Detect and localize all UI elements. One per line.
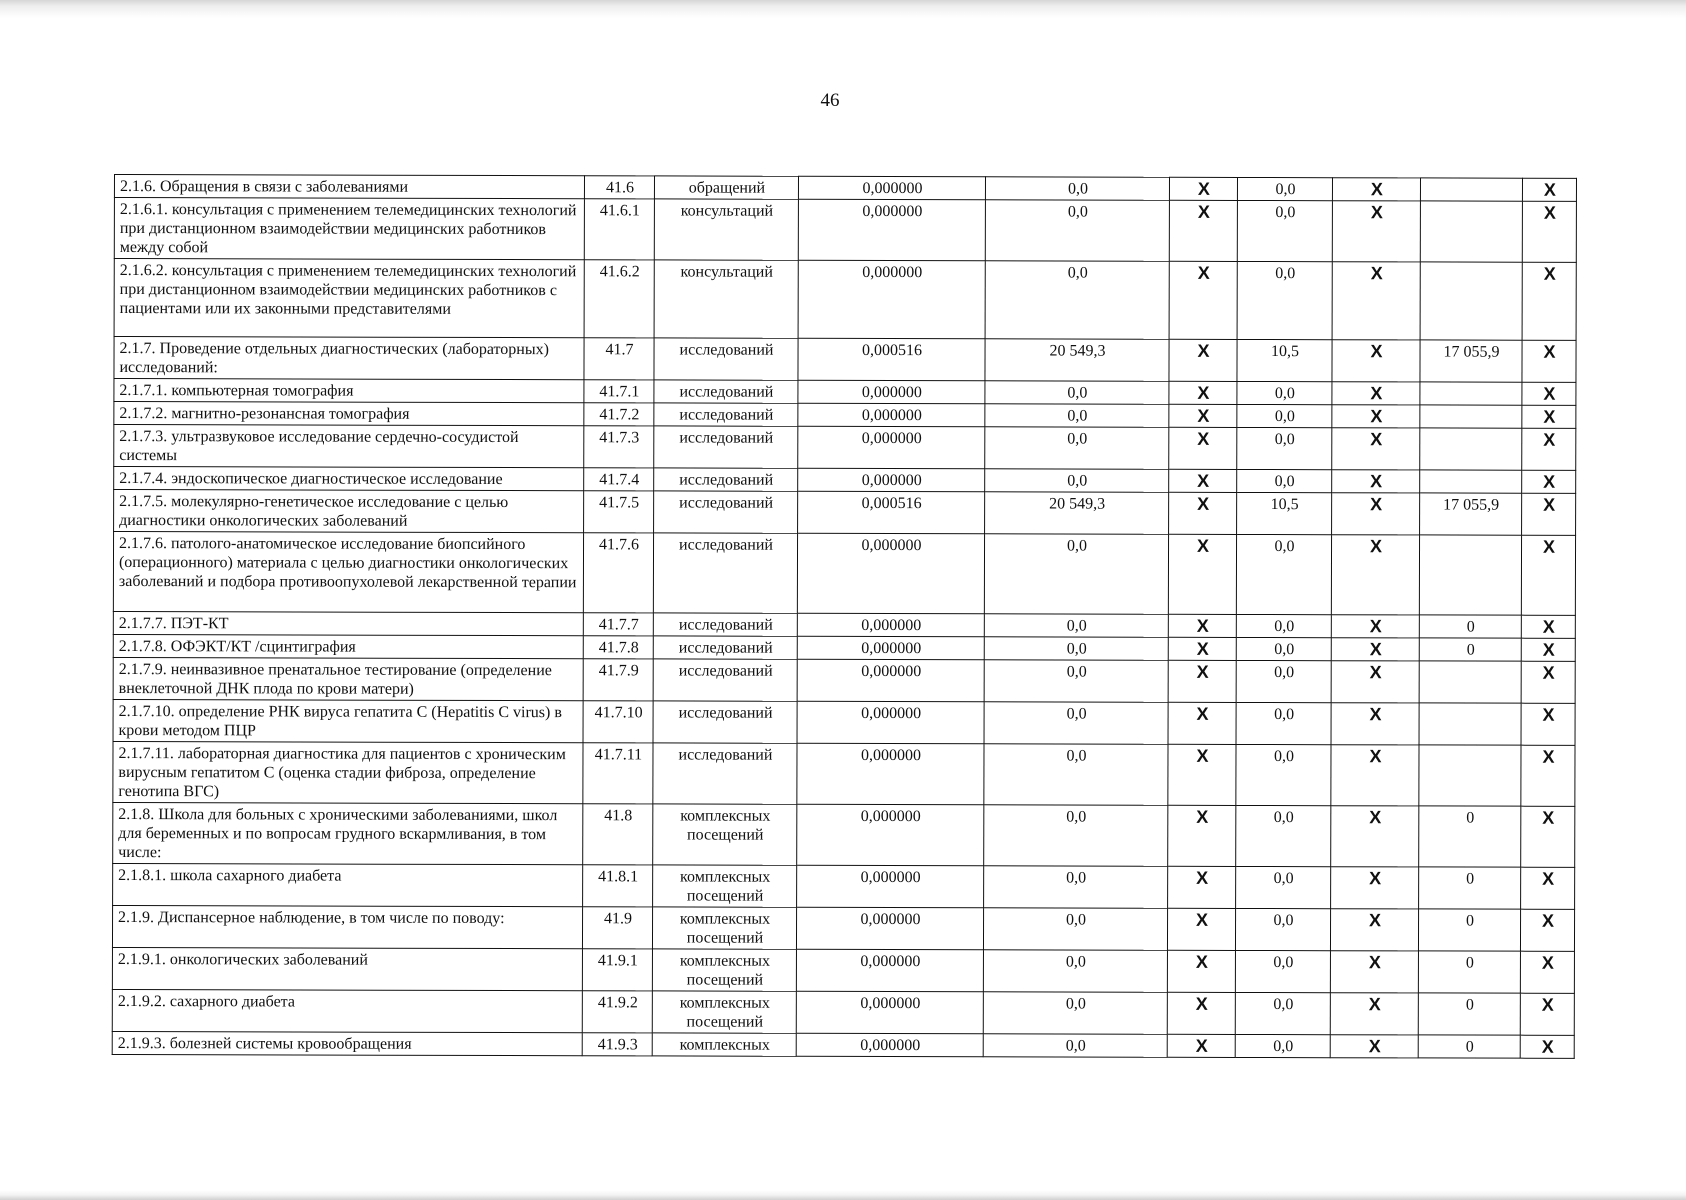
cell-x: X <box>1332 405 1420 428</box>
cell-unit: исследований <box>654 491 798 533</box>
table-row <box>114 259 1576 341</box>
cell-name: 2.1.7.10. определение РНК вируса гепатита С (Hepatitis C virus) в крови методом ПЦР <box>113 699 583 742</box>
cell-x: X <box>1522 428 1576 470</box>
cell-norm: 0,000000 <box>797 804 984 865</box>
cell-x: X <box>1522 382 1576 405</box>
cell-x: X <box>1330 909 1418 951</box>
cell-unit: исследований <box>653 701 797 743</box>
cell-x: X <box>1168 660 1236 702</box>
cell-cost: 0,0 <box>985 200 1169 261</box>
cell-per-capita: 0,0 <box>1235 908 1330 950</box>
cell-code: 41.7.1 <box>584 380 654 403</box>
cell-cost: 20 549,3 <box>985 492 1169 534</box>
cell-amount <box>1420 382 1522 405</box>
cell-per-capita: 10,5 <box>1237 492 1332 534</box>
cell-x: X <box>1520 993 1574 1035</box>
cell-name: 2.1.7.1. компьютерная томография <box>114 379 584 403</box>
cell-cost: 0,0 <box>983 1034 1167 1057</box>
cell-norm: 0,000000 <box>798 468 985 491</box>
cell-amount: 17 055,9 <box>1420 493 1522 535</box>
table-row <box>112 947 1574 993</box>
cell-norm: 0,000516 <box>798 491 985 533</box>
cell-amount <box>1419 661 1521 703</box>
cell-name: 2.1.6.2. консультация с применением телемедицинских технологий при дистанционном взаимодействии медицинских работников с пациентами или их законными представителями <box>114 259 584 338</box>
cell-per-capita: 0,0 <box>1237 381 1332 404</box>
cell-code: 41.7.8 <box>583 636 653 659</box>
cell-x: X <box>1331 703 1419 745</box>
cell-x: X <box>1332 428 1420 470</box>
cell-x: X <box>1331 745 1419 806</box>
cell-amount: 0 <box>1419 867 1521 909</box>
cell-amount: 0 <box>1418 1035 1520 1058</box>
cell-norm: 0,000000 <box>797 743 984 804</box>
cell-unit: исследований <box>654 468 798 491</box>
cell-x: X <box>1167 950 1235 992</box>
cell-amount <box>1419 703 1521 745</box>
cell-x: X <box>1521 615 1575 638</box>
cell-x: X <box>1168 744 1236 805</box>
cell-cost: 0,0 <box>985 427 1169 469</box>
cell-x: X <box>1167 908 1235 950</box>
cell-amount <box>1420 178 1522 201</box>
cell-unit: исследований <box>654 426 798 468</box>
cell-unit: исследований <box>653 659 797 701</box>
cell-x: X <box>1521 703 1575 745</box>
cell-x: X <box>1331 638 1419 661</box>
cell-unit: консультаций <box>654 260 798 338</box>
cell-unit: консультаций <box>654 199 798 260</box>
cell-per-capita: 0,0 <box>1237 469 1332 492</box>
cell-amount: 0 <box>1419 806 1521 867</box>
cell-name: 2.1.7.6. патолого-анатомическое исследование биопсийного (операционного) материала с целью диагностики онкологических заболеваний и подбора противоопухолевой лекарственной терапии <box>113 532 583 613</box>
table-row <box>112 989 1574 1035</box>
cell-name: 2.1.9.2. сахарного диабета <box>112 989 582 1032</box>
cell-unit: исследований <box>654 380 798 403</box>
cell-unit: комплексных посещений <box>653 865 797 907</box>
cell-x: X <box>1331 661 1419 703</box>
cell-code: 41.6 <box>584 176 654 199</box>
cell-unit: комплексных посещений <box>652 907 796 949</box>
cell-unit: комплексных посещений <box>653 804 797 865</box>
cell-cost: 0,0 <box>983 950 1167 992</box>
cell-x: X <box>1168 866 1236 908</box>
cell-name: 2.1.7.5. молекулярно-генетическое исследование с целью диагностики онкологических заболеваний <box>114 490 584 533</box>
cell-name: 2.1.7.11. лабораторная диагностика для пациентов с хроническим вирусным гепатитом С (оценка стадии фиброза, определение генотипа ВГС) <box>113 741 583 803</box>
cell-amount <box>1420 405 1522 428</box>
cell-unit: исследований <box>653 636 797 659</box>
cell-x: X <box>1332 340 1420 382</box>
cell-unit: исследований <box>653 613 797 636</box>
cell-name: 2.1.6.1. консультация с применением телемедицинских технологий при дистанционном взаимодействии медицинских работников между собой <box>114 198 584 260</box>
cell-x: X <box>1169 200 1237 261</box>
table-row <box>113 532 1575 616</box>
cell-norm: 0,000000 <box>796 907 983 949</box>
cell-cost: 0,0 <box>985 177 1169 200</box>
cell-x: X <box>1169 177 1237 200</box>
cell-per-capita: 0,0 <box>1235 950 1330 992</box>
cell-per-capita: 0,0 <box>1235 1034 1330 1057</box>
cell-norm: 0,000000 <box>797 636 984 659</box>
cell-norm: 0,000000 <box>797 865 984 907</box>
cell-x: X <box>1331 535 1419 615</box>
cell-x: X <box>1332 382 1420 405</box>
cell-norm: 0,000000 <box>796 949 983 991</box>
cell-cost: 0,0 <box>984 866 1168 908</box>
cell-code: 41.6.1 <box>584 199 654 260</box>
cell-code: 41.9.2 <box>582 991 652 1033</box>
cell-x: X <box>1332 470 1420 493</box>
cell-cost: 0,0 <box>985 261 1169 339</box>
cell-x: X <box>1520 909 1574 951</box>
cell-unit: комплексных посещений <box>652 991 796 1033</box>
table-row <box>113 699 1575 745</box>
cell-unit: исследований <box>654 403 798 426</box>
cell-norm: 0,000000 <box>798 199 985 260</box>
cell-name: 2.1.8.1. школа сахарного диабета <box>113 863 583 906</box>
cell-unit: исследований <box>653 743 797 804</box>
cell-x: X <box>1520 951 1574 993</box>
cell-x: X <box>1521 867 1575 909</box>
cell-unit: исследований <box>654 338 798 380</box>
cell-code: 41.8.1 <box>583 865 653 907</box>
cell-per-capita: 0,0 <box>1236 660 1331 702</box>
cell-amount: 0 <box>1419 638 1521 661</box>
cell-per-capita: 0,0 <box>1236 702 1331 744</box>
cell-amount: 0 <box>1418 993 1520 1035</box>
cell-cost: 0,0 <box>983 992 1167 1034</box>
cell-amount: 0 <box>1418 909 1520 951</box>
cell-code: 41.8 <box>583 804 653 865</box>
table-row <box>113 863 1575 909</box>
cell-name: 2.1.6. Обращения в связи с заболеваниями <box>114 175 584 199</box>
cell-cost: 0,0 <box>984 702 1168 744</box>
scan-edge-top <box>0 0 1686 18</box>
cell-code: 41.9.3 <box>582 1033 652 1056</box>
cell-amount <box>1420 428 1522 470</box>
cell-amount <box>1420 470 1522 493</box>
cell-code: 41.7.6 <box>583 533 653 613</box>
cell-per-capita: 0,0 <box>1236 614 1331 637</box>
cell-x: X <box>1522 405 1576 428</box>
cell-name: 2.1.7. Проведение отдельных диагностических (лабораторных) исследований: <box>114 337 584 380</box>
cell-unit: комплексных <box>652 1033 796 1056</box>
cell-cost: 20 549,3 <box>985 339 1169 381</box>
cell-x: X <box>1522 262 1576 340</box>
cell-per-capita: 0,0 <box>1236 637 1331 660</box>
cell-norm: 0,000000 <box>797 659 984 701</box>
cell-amount <box>1419 745 1521 806</box>
cell-x: X <box>1169 427 1237 469</box>
cell-x: X <box>1167 992 1235 1034</box>
cell-x: X <box>1168 637 1236 660</box>
cell-amount <box>1420 201 1522 262</box>
cell-name: 2.1.7.3. ультразвуковое исследование сердечно-сосудистой системы <box>114 425 584 468</box>
cell-x: X <box>1330 951 1418 993</box>
cell-x: X <box>1168 614 1236 637</box>
cell-x: X <box>1169 261 1237 339</box>
cell-cost: 0,0 <box>984 744 1168 805</box>
cell-x: X <box>1522 178 1576 201</box>
cell-name: 2.1.9. Диспансерное наблюдение, в том числе по поводу: <box>112 905 582 948</box>
cell-amount: 0 <box>1418 951 1520 993</box>
table-row <box>114 198 1576 263</box>
cell-per-capita: 0,0 <box>1237 261 1332 339</box>
cell-name: 2.1.7.4. эндоскопическое диагностическое исследование <box>114 467 584 491</box>
cell-x: X <box>1332 493 1420 535</box>
cell-code: 41.7.4 <box>584 468 654 491</box>
page-number: 46 <box>820 90 840 111</box>
cell-code: 41.6.2 <box>584 260 654 338</box>
cell-per-capita: 0,0 <box>1235 992 1330 1034</box>
cell-norm: 0,000000 <box>797 533 984 613</box>
cell-code: 41.9.1 <box>582 949 652 991</box>
cell-name: 2.1.9.3. болезней системы кровообращения <box>112 1031 582 1055</box>
cell-cost: 0,0 <box>984 805 1168 866</box>
cell-amount: 0 <box>1419 615 1521 638</box>
cell-x: X <box>1332 178 1420 201</box>
cell-x: X <box>1167 1034 1235 1057</box>
scan-edge-bottom <box>0 1190 1686 1200</box>
cell-cost: 0,0 <box>984 534 1168 614</box>
cell-code: 41.7.5 <box>584 491 654 533</box>
cell-name: 2.1.8. Школа для больных с хроническими заболеваниями, школ для беременных и по вопросам грудного вскармливания, в том числе: <box>113 802 583 864</box>
cell-cost: 0,0 <box>984 660 1168 702</box>
cell-x: X <box>1521 745 1575 806</box>
cell-x: X <box>1169 381 1237 404</box>
table-row <box>113 741 1575 806</box>
cell-norm: 0,000000 <box>796 991 983 1033</box>
cell-x: X <box>1332 262 1420 340</box>
cell-unit: исследований <box>653 533 797 613</box>
cell-x: X <box>1169 492 1237 534</box>
cell-per-capita: 0,0 <box>1236 744 1331 805</box>
cell-norm: 0,000000 <box>798 426 985 468</box>
cell-norm: 0,000000 <box>797 613 984 636</box>
data-table <box>112 174 1577 1059</box>
table-row <box>113 802 1575 867</box>
cell-x: X <box>1522 493 1576 535</box>
cell-norm: 0,000000 <box>798 380 985 403</box>
table-row <box>112 905 1574 951</box>
cell-x: X <box>1522 201 1576 262</box>
cell-name: 2.1.7.8. ОФЭКТ/КТ /сцинтиграфия <box>113 634 583 658</box>
cell-x: X <box>1331 615 1419 638</box>
cell-x: X <box>1169 339 1237 381</box>
cell-amount <box>1420 262 1522 340</box>
cell-name: 2.1.7.9. неинвазивное пренатальное тестирование (определение внеклеточной ДНК плода по крови матери) <box>113 657 583 700</box>
cell-code: 41.7 <box>584 338 654 380</box>
cell-per-capita: 10,5 <box>1237 339 1332 381</box>
cell-per-capita: 0,0 <box>1236 534 1331 614</box>
cell-norm: 0,000000 <box>798 176 985 199</box>
cell-x: X <box>1522 340 1576 382</box>
cell-unit: обращений <box>654 176 798 199</box>
cell-x: X <box>1520 1035 1574 1058</box>
cell-x: X <box>1168 805 1236 866</box>
cell-code: 41.7.2 <box>584 403 654 426</box>
cell-x: X <box>1168 702 1236 744</box>
cell-code: 41.7.7 <box>583 613 653 636</box>
cell-name: 2.1.7.2. магнитно-резонансная томография <box>114 402 584 426</box>
cell-x: X <box>1521 806 1575 867</box>
cell-name: 2.1.7.7. ПЭТ-КТ <box>113 611 583 635</box>
cell-code: 41.7.9 <box>583 659 653 701</box>
table-row <box>114 490 1576 536</box>
cell-amount: 17 055,9 <box>1420 340 1522 382</box>
cell-x: X <box>1331 806 1419 867</box>
cell-code: 41.7.10 <box>583 701 653 743</box>
cell-x: X <box>1169 469 1237 492</box>
cell-x: X <box>1169 404 1237 427</box>
cell-unit: комплексных посещений <box>652 949 796 991</box>
cell-code: 41.7.3 <box>584 426 654 468</box>
cell-x: X <box>1330 993 1418 1035</box>
cell-norm: 0,000000 <box>798 260 985 338</box>
cell-cost: 0,0 <box>985 381 1169 404</box>
cell-per-capita: 0,0 <box>1237 177 1332 200</box>
cell-cost: 0,0 <box>984 637 1168 660</box>
table-row <box>112 1031 1574 1058</box>
cell-x: X <box>1168 534 1236 614</box>
cell-amount <box>1419 535 1521 615</box>
cell-name: 2.1.9.1. онкологических заболеваний <box>112 947 582 990</box>
cell-cost: 0,0 <box>984 614 1168 637</box>
cell-cost: 0,0 <box>985 404 1169 427</box>
cell-per-capita: 0,0 <box>1237 200 1332 261</box>
cell-per-capita: 0,0 <box>1236 866 1331 908</box>
cell-cost: 0,0 <box>985 469 1169 492</box>
table-row <box>114 425 1576 471</box>
cell-x: X <box>1521 638 1575 661</box>
cell-x: X <box>1330 1035 1418 1058</box>
cell-x: X <box>1331 867 1419 909</box>
cell-norm: 0,000000 <box>796 1033 983 1056</box>
cell-norm: 0,000000 <box>798 403 985 426</box>
table-row <box>113 657 1575 703</box>
cell-code: 41.9 <box>582 907 652 949</box>
cell-x: X <box>1521 535 1575 615</box>
cell-norm: 0,000000 <box>797 701 984 743</box>
cell-per-capita: 0,0 <box>1237 427 1332 469</box>
table-row <box>114 337 1576 383</box>
cell-x: X <box>1332 201 1420 262</box>
cell-per-capita: 0,0 <box>1237 404 1332 427</box>
cell-norm: 0,000516 <box>798 338 985 380</box>
cell-code: 41.7.11 <box>583 743 653 804</box>
cell-x: X <box>1522 470 1576 493</box>
cell-per-capita: 0,0 <box>1236 805 1331 866</box>
cell-x: X <box>1521 661 1575 703</box>
cell-cost: 0,0 <box>983 908 1167 950</box>
